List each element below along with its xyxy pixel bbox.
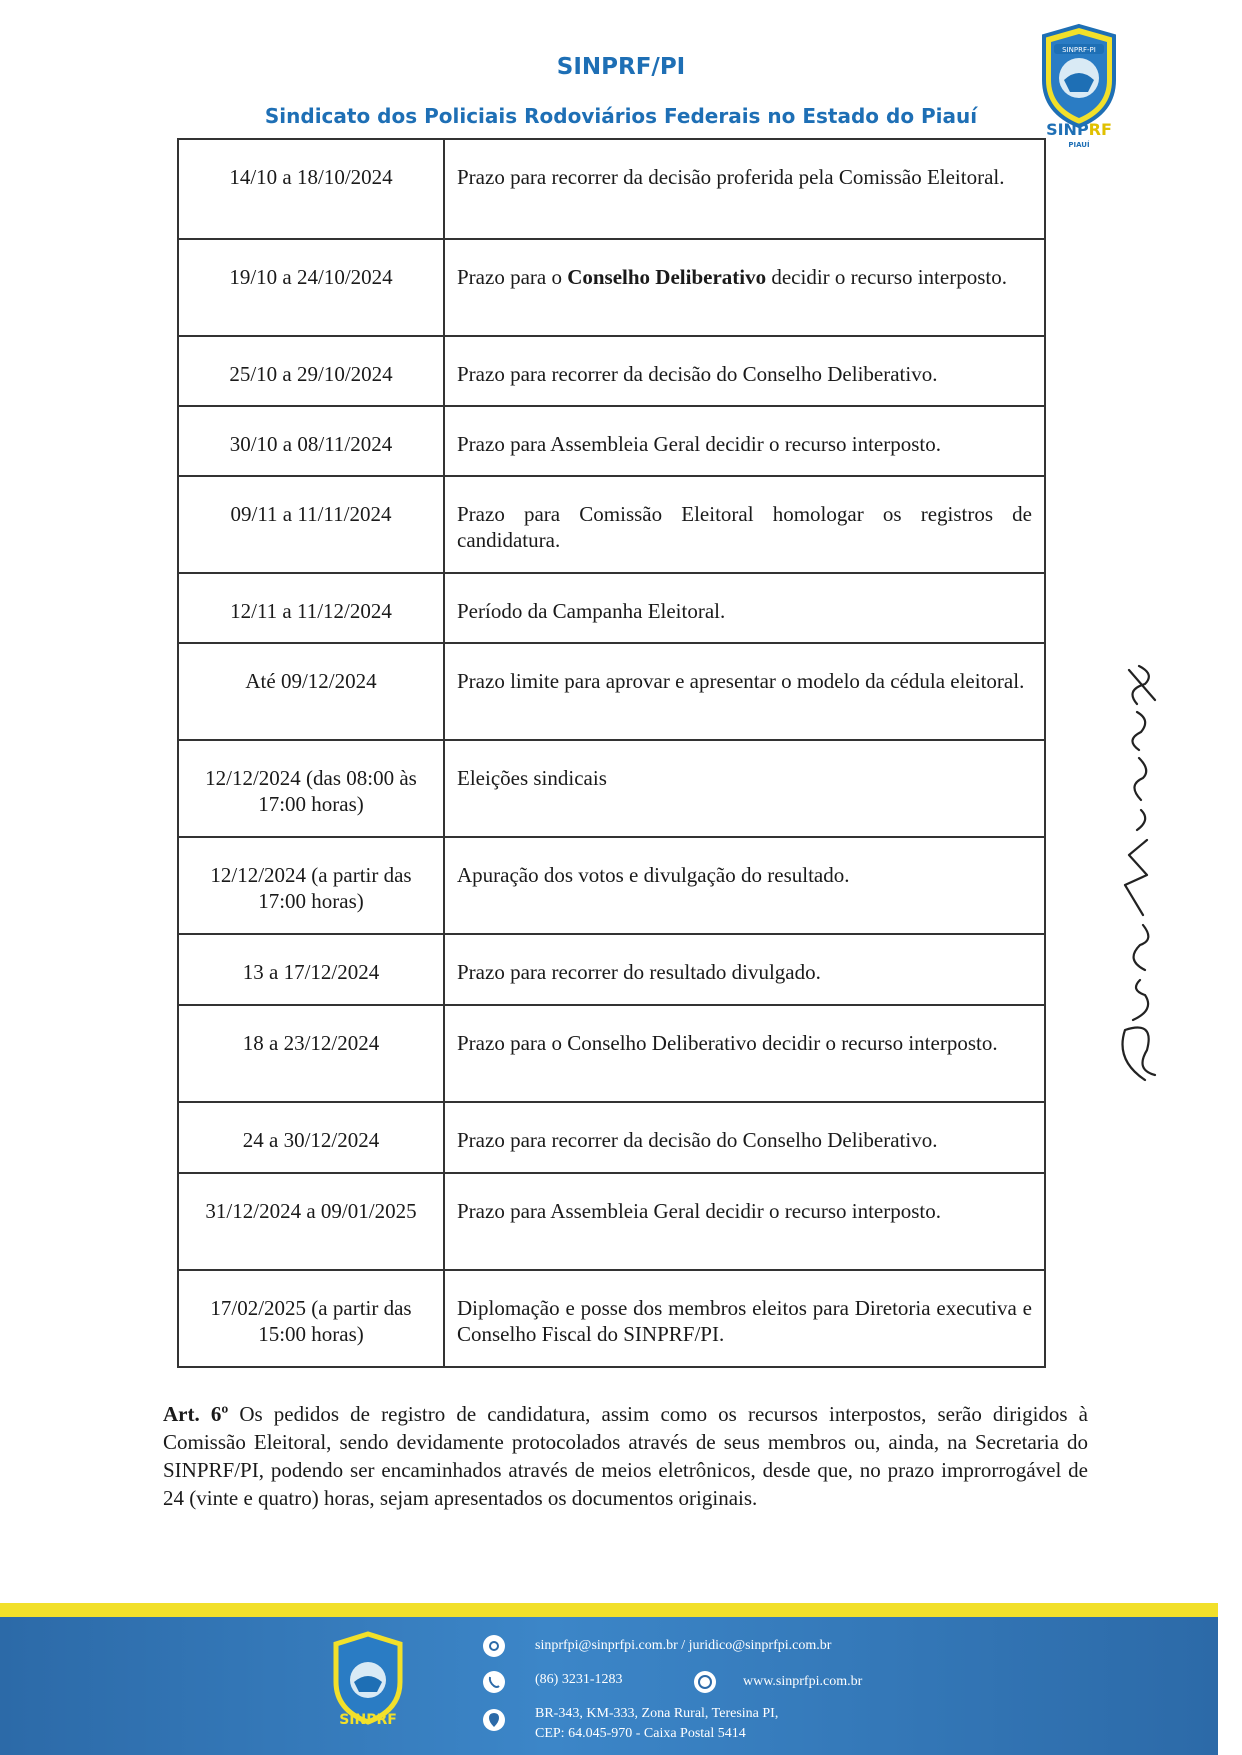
row-description: Período da Campanha Eleitoral.: [444, 573, 1045, 643]
header-subtitle: Sindicato dos Policiais Rodoviários Federais no Estado do Piauí: [264, 104, 978, 128]
row-description-bold: Conselho Deliberativo: [567, 265, 767, 289]
globe-icon: [693, 1670, 717, 1694]
table-row: [178, 139, 1045, 239]
row-description: Prazo para recorrer da decisão do Conselho Deliberativo.: [444, 336, 1045, 406]
table-row: [178, 740, 1045, 837]
footer-website: www.sinprfpi.com.br: [743, 1674, 863, 1689]
row-description: Prazo para recorrer do resultado divulgado.: [444, 934, 1045, 1005]
table-row: [178, 1102, 1045, 1173]
row-date: 09/11 a 11/11/2024: [178, 476, 444, 573]
email-icon: [482, 1634, 506, 1658]
row-description-pre: Prazo para o: [457, 265, 568, 289]
footer-yellow-stripe: [0, 1603, 1218, 1617]
row-date: 13 a 17/12/2024: [178, 934, 444, 1005]
table-row: [178, 837, 1045, 934]
footer-address-line2: CEP: 64.045-970 - Caixa Postal 5414: [535, 1726, 746, 1741]
row-description: Apuração dos votos e divulgação do resultado.: [444, 837, 1045, 934]
table-row: [178, 1005, 1045, 1102]
handwritten-signature: [1085, 660, 1185, 1100]
footer-logo-text: SINPRF: [339, 1712, 397, 1728]
election-schedule-table: [177, 138, 1046, 1368]
row-date: 18 a 23/12/2024: [178, 1005, 444, 1102]
table-row: [178, 643, 1045, 740]
row-description: Prazo para o Conselho Deliberativo decidir o recurso interposto.: [444, 1005, 1045, 1102]
table-row: [178, 1270, 1045, 1367]
article-text: Os pedidos de registro de candidatura, assim como os recursos interpostos, serão dirigidos à Comissão Eleitoral, sendo devidamente protocolados através de seus membros ou, ainda, na Secretaria do SINPRF/PI, podendo ser encaminhados através de meios eletrônicos, desde que, no prazo improrrogável de 24 (vinte e quatro) horas, sejam apresentados os documentos originais.: [163, 1402, 1088, 1510]
phone-icon: [482, 1670, 506, 1694]
footer-email: sinprfpi@sinprfpi.com.br / juridico@sinprfpi.com.br: [535, 1638, 832, 1653]
row-date: 30/10 a 08/11/2024: [178, 406, 444, 476]
row-date: 12/12/2024 (a partir das 17:00 horas): [178, 837, 444, 934]
row-date: Até 09/12/2024: [178, 643, 444, 740]
table-row: [178, 406, 1045, 476]
table-row: [178, 573, 1045, 643]
row-description: Prazo para recorrer da decisão do Conselho Deliberativo.: [444, 1102, 1045, 1173]
row-date: 14/10 a 18/10/2024: [178, 139, 444, 239]
table-row: [178, 239, 1045, 336]
row-description: Prazo para recorrer da decisão proferida pela Comissão Eleitoral.: [444, 139, 1045, 239]
row-date: 17/02/2025 (a partir das 15:00 horas): [178, 1270, 444, 1367]
row-date: 25/10 a 29/10/2024: [178, 336, 444, 406]
row-description: Prazo para Assembleia Geral decidir o recurso interposto.: [444, 406, 1045, 476]
row-description: [444, 239, 1045, 336]
row-description: Prazo para Assembleia Geral decidir o recurso interposto.: [444, 1173, 1045, 1270]
table-row: [178, 476, 1045, 573]
article-label: Art. 6º: [163, 1402, 229, 1426]
location-pin-icon: [482, 1708, 506, 1732]
row-description: Prazo limite para aprovar e apresentar o modelo da cédula eleitoral.: [444, 643, 1045, 740]
table-row: [178, 336, 1045, 406]
logo-badge-text: SINPRF-PI: [1062, 46, 1096, 54]
logo-text-a: SINP: [1046, 120, 1089, 139]
logo-subtext: PIAUÍ: [1068, 141, 1090, 149]
row-description: Eleições sindicais: [444, 740, 1045, 837]
row-description-post: decidir o recurso interposto.: [766, 265, 1007, 289]
row-date: 31/12/2024 a 09/01/2025: [178, 1173, 444, 1270]
logo-text: [1036, 120, 1122, 139]
footer-address: BR-343, KM-333, Zona Rural, Teresina PI,: [535, 1706, 779, 1721]
header-title: SINPRF/PI: [556, 54, 686, 80]
row-date: 24 a 30/12/2024: [178, 1102, 444, 1173]
table-row: [178, 1173, 1045, 1270]
row-date: 12/12/2024 (das 08:00 às 17:00 horas): [178, 740, 444, 837]
row-date: 19/10 a 24/10/2024: [178, 239, 444, 336]
row-description: Diplomação e posse dos membros eleitos para Diretoria executiva e Conselho Fiscal do SINPRF/PI.: [444, 1270, 1045, 1367]
row-date: 12/11 a 11/12/2024: [178, 573, 444, 643]
footer-phone: (86) 3231-1283: [535, 1672, 623, 1687]
row-description: Prazo para Comissão Eleitoral homologar os registros de candidatura.: [444, 476, 1045, 573]
logo-text-b: RF: [1088, 120, 1112, 139]
article-6-paragraph: [163, 1400, 1088, 1512]
table-row: [178, 934, 1045, 1005]
